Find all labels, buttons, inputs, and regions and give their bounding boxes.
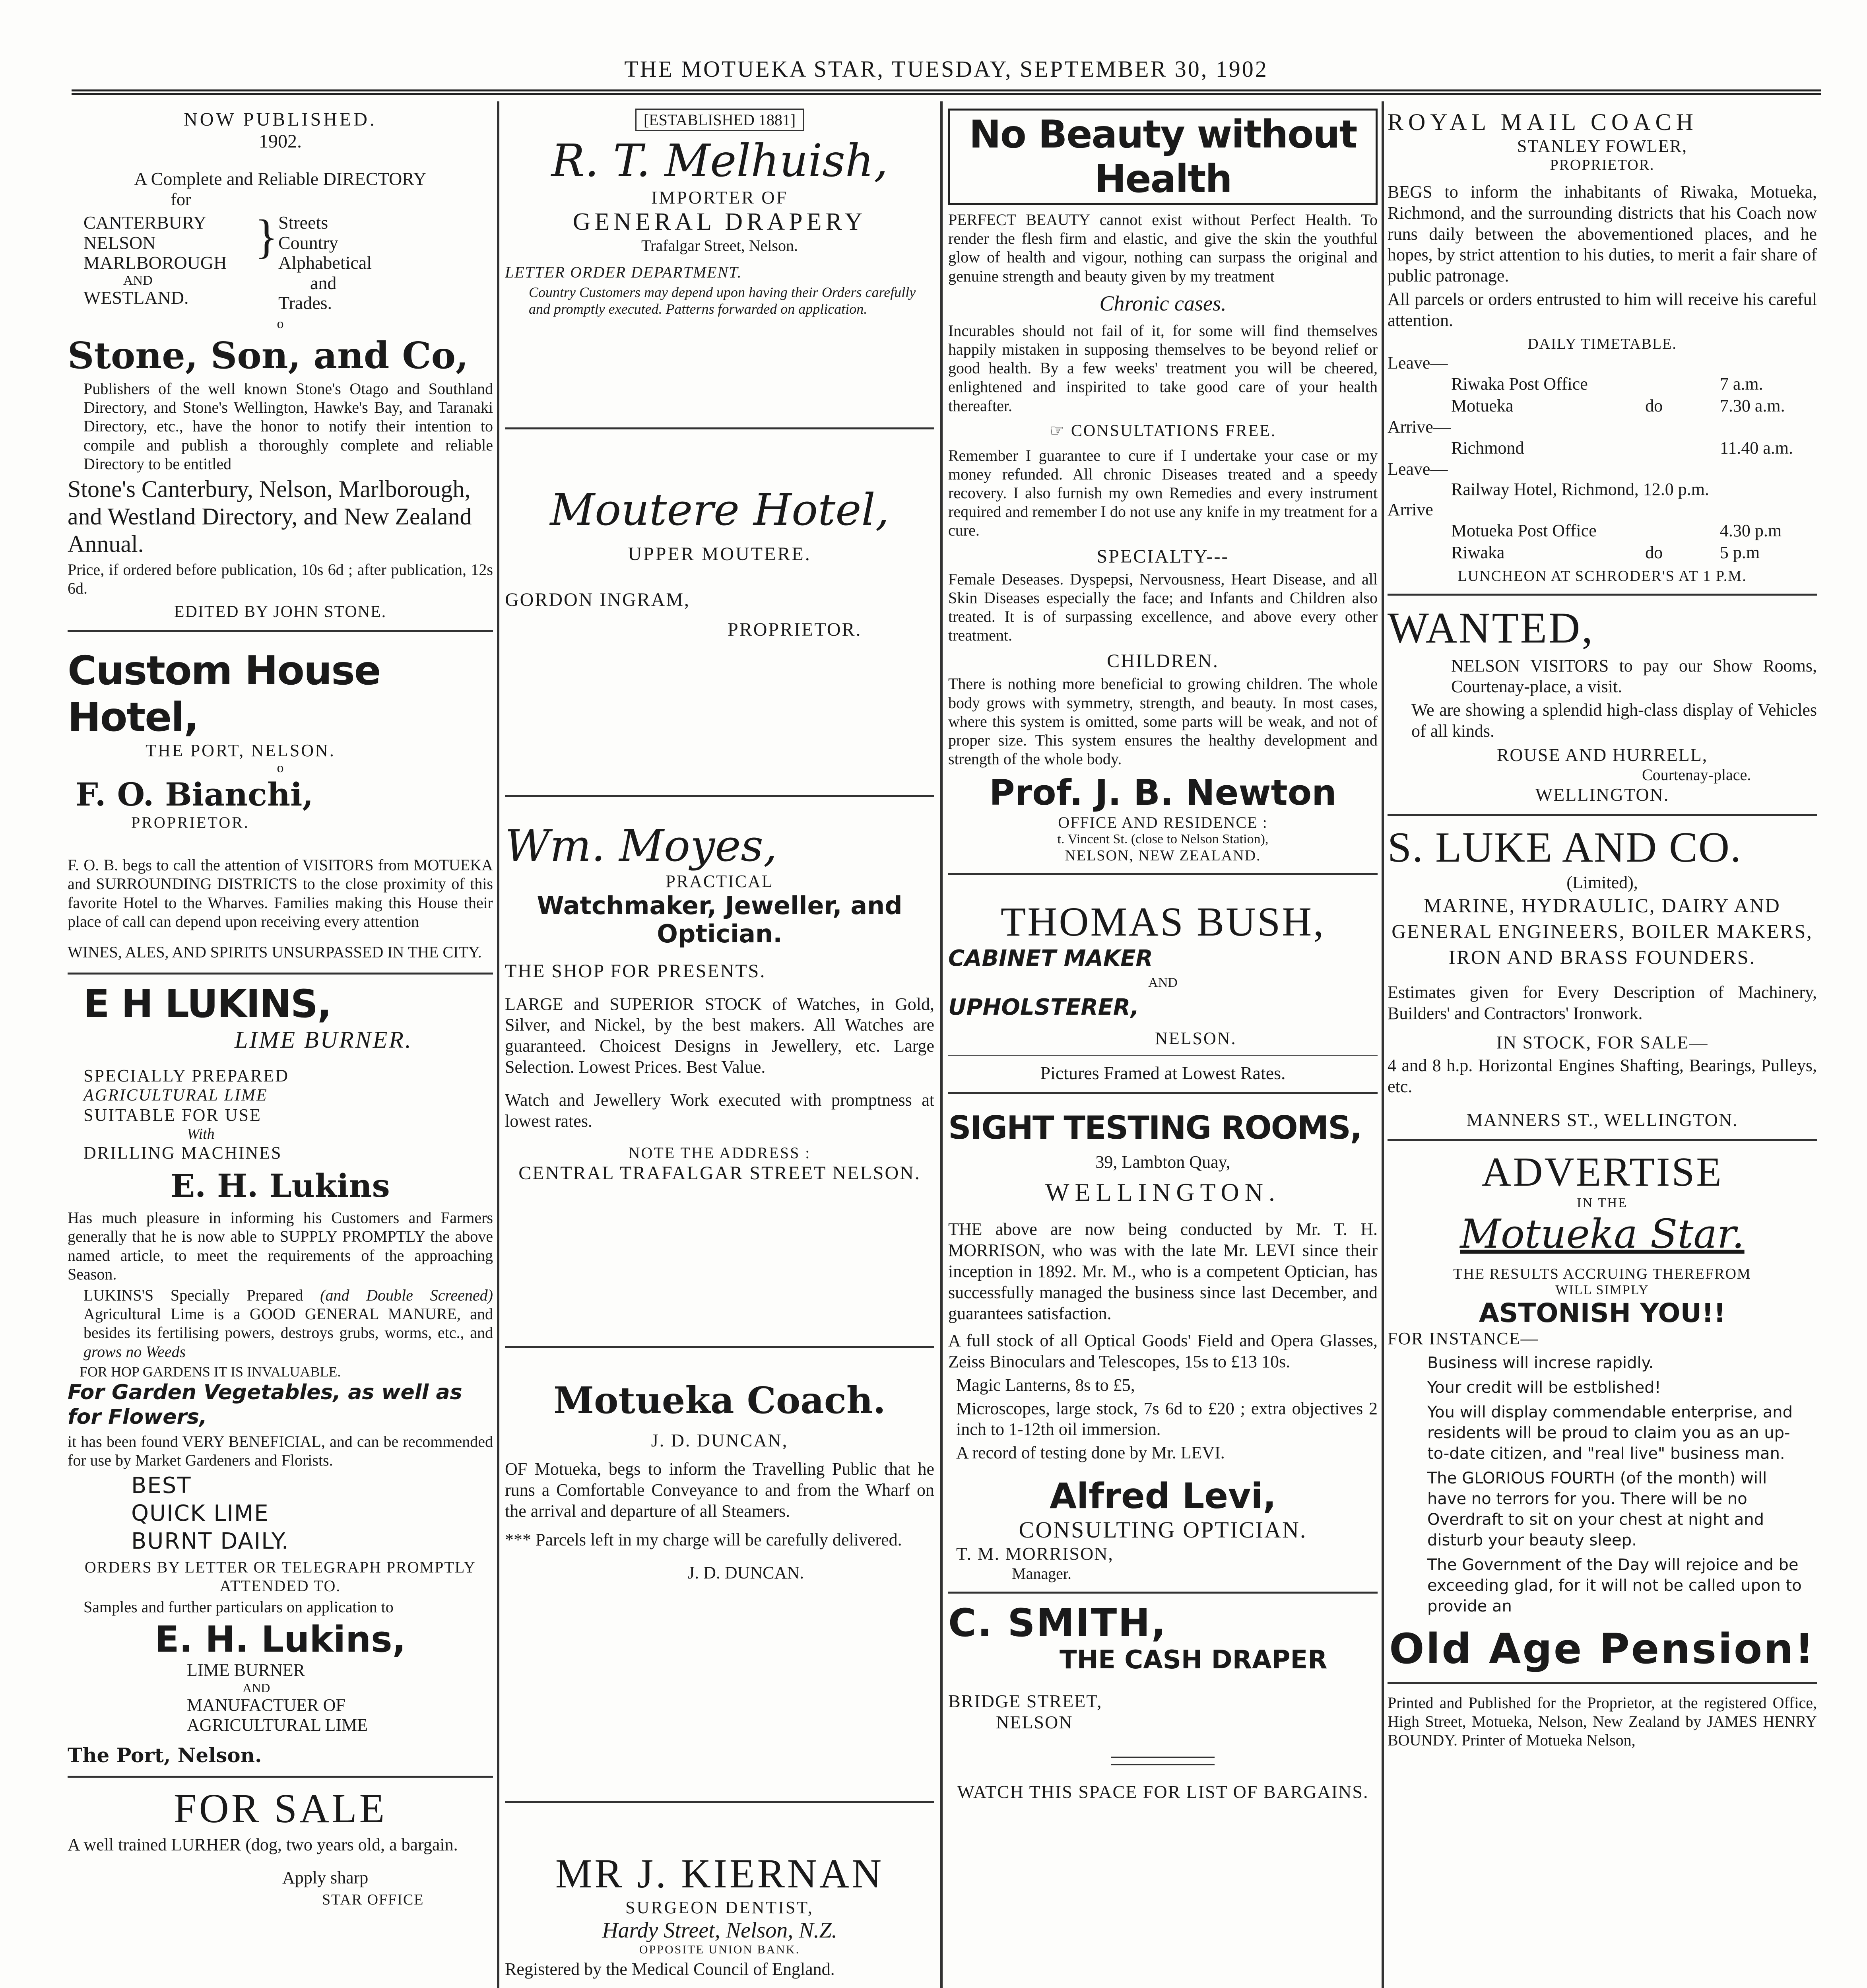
best-quick-lime bbox=[131, 1472, 493, 1555]
arrive: Arrive bbox=[1388, 499, 1433, 519]
timetable-row bbox=[1388, 437, 1817, 459]
lukins-name-2: E. H. Lukins bbox=[171, 1167, 390, 1205]
masthead-rule bbox=[72, 89, 1821, 95]
coach-role: PROPRIETOR. bbox=[1550, 157, 1655, 173]
province: NELSON bbox=[83, 232, 156, 253]
luke-name: S. LUKE AND CO. bbox=[1388, 823, 1742, 871]
moutere-owner: GORDON INGRAM, bbox=[505, 589, 691, 610]
stop: Motueka Post Office bbox=[1451, 520, 1597, 540]
stop: Riwaka Post Office bbox=[1451, 374, 1588, 394]
levi-mgr-2: Manager. bbox=[1012, 1565, 1071, 1583]
motueka-coach-ad bbox=[505, 1348, 934, 1803]
timetable-row bbox=[1388, 373, 1817, 395]
coach-lunch: LUNCHEON AT SCHRODER'S AT 1 P.M. bbox=[1458, 567, 1747, 584]
divider bbox=[1111, 1757, 1215, 1758]
timetable-row bbox=[1388, 542, 1817, 563]
beauty-head: No Beauty without Health bbox=[948, 109, 1378, 205]
directory-editor: EDITED BY JOHN STONE. bbox=[174, 603, 387, 621]
arrive: Arrive— bbox=[1388, 417, 1451, 437]
blank bbox=[1645, 520, 1720, 542]
coach-body: BEGS to inform the inhabitants of Riwaka, Motueka, Richmond, and the surrounding districts that his Coach now runs daily between the abovementioned places, and he hopes, by strict attention to his duties, to merit a fair share of public patronage. bbox=[1388, 182, 1817, 286]
wanted-ad bbox=[1388, 596, 1817, 816]
beauty-body: PERFECT BEAUTY cannot exist without Perfect Health. To render the flesh firm and elastic, and give the skin the youthful glow of health and vigour, nothing can surpass the original and genuine strength and beauty given by my treatment bbox=[948, 211, 1378, 285]
smith-addr: BRIDGE STREET, bbox=[948, 1691, 1102, 1712]
luke-addr: MANNERS ST., WELLINGTON. bbox=[1466, 1109, 1738, 1130]
lukins-line: SUITABLE FOR USE bbox=[83, 1105, 262, 1125]
kiernan-opp: OPPOSITE UNION BANK. bbox=[639, 1943, 800, 1956]
sight-testing-ad bbox=[948, 1094, 1378, 1594]
smith-watch: WATCH THIS SPACE FOR LIST OF BARGAINS. bbox=[957, 1782, 1369, 1802]
beauty-specialty: SPECIALTY--- bbox=[1097, 546, 1229, 567]
hotel-name: Custom House Hotel, bbox=[68, 647, 380, 741]
lukins-body-3: it has been found VERY BENEFICIAL, and can be recommended for use by Market Gardeners and Florists. bbox=[68, 1432, 493, 1469]
directory-kind: Country bbox=[278, 232, 338, 253]
advertise-pension: Old Age Pension! bbox=[1389, 1624, 1815, 1673]
kiernan-addr: Hardy Street, Nelson, N.Z. bbox=[602, 1918, 837, 1943]
lukins-title: AND bbox=[243, 1681, 270, 1695]
moyes-ad bbox=[505, 797, 934, 1348]
smith-name: C. SMITH, bbox=[948, 1601, 1167, 1646]
directory-title: Stone's Canterbury, Nelson, Marlborough, and Westland Directory, and New Zealand Annual. bbox=[68, 476, 472, 557]
c-smith-ad bbox=[948, 1594, 1378, 1811]
lukins-title: MANUFACTUER OF bbox=[187, 1695, 345, 1715]
bush-name: THOMAS BUSH, bbox=[1000, 899, 1326, 945]
lukins-line: DRILLING MACHINES bbox=[83, 1143, 282, 1163]
masthead: THE MOTUEKA STAR, TUESDAY, SEPTEMBER 30, 1902 bbox=[624, 56, 1268, 82]
advertise-for: FOR INSTANCE— bbox=[1388, 1328, 1539, 1348]
melhuish-ad bbox=[505, 101, 934, 429]
for-sale-head: FOR SALE bbox=[173, 1786, 387, 1832]
text: LUKINS'S Specially Prepared bbox=[83, 1286, 303, 1304]
timetable-row bbox=[1388, 520, 1817, 542]
time: 11.40 a.m. bbox=[1720, 438, 1793, 458]
kiernan-ad bbox=[505, 1803, 934, 1988]
lukins-line: With bbox=[187, 1126, 215, 1143]
wanted-addr: Courtenay-place. bbox=[1642, 765, 1751, 784]
coach-head: ROYAL MAIL COACH bbox=[1388, 109, 1698, 135]
for-sale-office: STAR OFFICE bbox=[322, 1891, 424, 1908]
advertise-inthe: IN THE bbox=[1577, 1195, 1628, 1210]
sight-body-2: A full stock of all Optical Goods' Field and Opera Glasses, Zeiss Binoculars and Telescopes, 15s to £13 10s. bbox=[948, 1331, 1378, 1372]
coach-owner: STANLEY FOWLER, bbox=[1517, 136, 1688, 156]
directory-kind: and bbox=[310, 272, 337, 293]
directory-ad bbox=[68, 101, 493, 632]
melhuish-lod: LETTER ORDER DEPARTMENT. bbox=[505, 263, 742, 281]
coach-body: OF Motueka, begs to inform the Travelling Public that he runs a Comfortable Conveyance to and from the Wharf on the arrival and departure of all Steamers. bbox=[505, 1459, 934, 1521]
for-sale-apply: Apply sharp bbox=[282, 1868, 369, 1887]
advertise-paper: Motueka Star. bbox=[1460, 1210, 1745, 1257]
blank bbox=[1645, 373, 1720, 395]
bush-pictures: Pictures Framed at Lowest Rates. bbox=[1040, 1063, 1286, 1083]
column-2 bbox=[505, 101, 934, 1988]
moyes-practical: PRACTICAL bbox=[666, 872, 774, 891]
hotel-place: THE PORT, NELSON. bbox=[146, 741, 336, 761]
lukins-port: The Port, Nelson. bbox=[68, 1743, 262, 1767]
timetable-row: Railway Hotel, Richmond, 12.0 p.m. bbox=[1451, 479, 1709, 499]
text: Agricultural Lime is a GOOD GENERAL MANURE, and besides its fertilising powers, destroys grubs, worms, etc., and bbox=[83, 1305, 493, 1342]
wanted-body-2: We are showing a splendid high-class display of Vehicles of all kinds. bbox=[1411, 700, 1817, 741]
divider bbox=[948, 1055, 1378, 1056]
time: 5 p.m bbox=[1720, 542, 1760, 562]
brace: } bbox=[255, 210, 278, 263]
bush-place: NELSON. bbox=[1155, 1029, 1237, 1048]
lukins-name: E H LUKINS, bbox=[83, 982, 331, 1027]
beauty-children: CHILDREN. bbox=[1107, 650, 1219, 672]
hotel-body: F. O. B. begs to call the attention of VISITORS from MOTUEKA and SURROUNDING DISTRICTS to the close proximity of this favorite Hotel to the Wharves. Families making this House their place of call can depend upon receiving every attention bbox=[68, 856, 493, 930]
sight-body: THE above are now being conducted by Mr. T. H. MORRISON, who was with the late Mr. LEVI since their inception in 1892. Mr. M., who is a competent Optician, has successfully managed the business since last December, and guarantees satisfaction. bbox=[948, 1219, 1378, 1323]
wanted-city: WELLINGTON. bbox=[1535, 784, 1669, 805]
smith-city: NELSON bbox=[996, 1712, 1073, 1733]
levi-mgr: T. M. MORRISON, bbox=[956, 1543, 1114, 1564]
firm-name: Stone, Son, and Co, bbox=[68, 334, 469, 377]
kiernan-role: SURGEON DENTIST, bbox=[625, 1898, 814, 1917]
hand-icon: ☞ bbox=[1049, 421, 1071, 440]
moyes-note: NOTE THE ADDRESS : bbox=[628, 1144, 811, 1162]
instance: Business will increse rapidly. bbox=[1427, 1353, 1654, 1372]
lukins-name-3: E. H. Lukins, bbox=[155, 1619, 406, 1661]
quick-lime: QUICK LIME bbox=[131, 1500, 269, 1526]
ditto: do bbox=[1645, 542, 1663, 562]
established-stamp: [ESTABLISHED 1881] bbox=[635, 109, 804, 131]
coach-parcels: All parcels or orders entrusted to him will receive his careful attention. bbox=[1388, 289, 1817, 330]
directory-intro: A Complete and Reliable DIRECTORY bbox=[134, 169, 427, 189]
melhuish-body: Country Customers may depend upon having their Orders carefully and promptly executed. Patterns forwarded on application. bbox=[529, 284, 916, 317]
melhuish-addr: Trafalgar Street, Nelson. bbox=[641, 237, 798, 254]
leave: Leave— bbox=[1388, 459, 1448, 479]
directory-body: Publishers of the well known Stone's Otago and Southland Directory, and Stone's Wellington, Hawke's Bay, and Taranaki Directory, etc., have the honor to notify their intention to compile and publish a thoroughly complete and reliable Directory to be entitled bbox=[83, 379, 493, 473]
sight-head: SIGHT TESTING ROOMS, bbox=[948, 1109, 1362, 1147]
advertise-ad bbox=[1388, 1141, 1817, 1684]
time: 7 a.m. bbox=[1720, 374, 1763, 394]
time: 4.30 p.m bbox=[1720, 520, 1782, 540]
column-4 bbox=[1388, 101, 1817, 1988]
moyes-work: Watch and Jewellery Work executed with promptness at lowest rates. bbox=[505, 1090, 934, 1131]
bush-trade-2: UPHOLSTERER, bbox=[948, 994, 1139, 1021]
imprint bbox=[1388, 1684, 1817, 1761]
moyes-trade: Watchmaker, Jeweller, and Optician. bbox=[537, 891, 902, 949]
sight-city: WELLINGTON. bbox=[1045, 1178, 1281, 1207]
hotel-role: PROPRIETOR. bbox=[131, 813, 250, 832]
coach-sign: J. D. DUNCAN. bbox=[688, 1563, 804, 1583]
melhuish-imp: IMPORTER OF bbox=[651, 187, 788, 208]
sight-addr: 39, Lambton Quay, bbox=[1095, 1152, 1230, 1172]
advertise-will: WILL SIMPLY bbox=[1555, 1282, 1649, 1297]
divider bbox=[1111, 1764, 1215, 1765]
melhuish-gd: GENERAL DRAPERY bbox=[573, 208, 867, 235]
province: WESTLAND. bbox=[83, 287, 189, 308]
royal-mail-coach-ad bbox=[1388, 101, 1817, 596]
burnt-daily: BURNT DAILY. bbox=[131, 1528, 289, 1554]
leave: Leave— bbox=[1388, 353, 1448, 373]
wanted-body: NELSON VISITORS to pay our Show Rooms, Courtenay-place, a visit. bbox=[1451, 656, 1817, 697]
custom-house-hotel-ad bbox=[68, 632, 493, 975]
luke-ltd: (Limited), bbox=[1566, 872, 1638, 892]
moutere-place: UPPER MOUTERE. bbox=[628, 544, 811, 565]
column-rule bbox=[497, 101, 499, 1988]
moutere-hotel-ad bbox=[505, 429, 934, 797]
moutere-name: Moutere Hotel, bbox=[550, 484, 889, 535]
timetable-row bbox=[1388, 395, 1817, 417]
province: CANTERBURY bbox=[83, 212, 207, 233]
levi-name: Alfred Levi, bbox=[1050, 1475, 1276, 1517]
lukins-title: LIME BURNER bbox=[187, 1660, 305, 1680]
bush-trade: CABINET MAKER bbox=[948, 945, 1153, 972]
directory-kind: Alphabetical bbox=[278, 252, 372, 273]
thomas-bush-ad bbox=[948, 875, 1378, 1094]
column-3 bbox=[948, 101, 1378, 1988]
lukins-trade: LIME BURNER. bbox=[235, 1027, 413, 1053]
melhuish-name: R. T. Melhuish, bbox=[551, 135, 888, 187]
imprint-text: Printed and Published for the Proprietor, at the registered Office, High Street, Motueka, Nelson, New Zealand by JAMES HENRY BOUNDY. Printer of Motueka Nelson, bbox=[1388, 1693, 1817, 1749]
blank bbox=[1645, 437, 1720, 459]
instance: The Government of the Day will rejoice and be exceeding glad, for it will not be called upon to provide an bbox=[1427, 1555, 1802, 1615]
moutere-role: PROPRIETOR. bbox=[728, 619, 862, 640]
prof-city: NELSON, NEW ZEALAND. bbox=[1065, 847, 1261, 864]
ditto: do bbox=[1645, 396, 1663, 415]
best: BEST bbox=[131, 1472, 192, 1499]
advertise-head: ADVERTISE bbox=[1481, 1149, 1723, 1195]
moyes-name: Wm. Moyes, bbox=[505, 820, 777, 871]
beauty-body-4: Female Deseases. Dyspepsi, Nervousness, Heart Disease, and all Skin Diseases especially the face; and Infants and Children also treated. It is of surpassing excellence, and above every other treatment. bbox=[948, 570, 1378, 645]
wanted-head: WANTED, bbox=[1388, 603, 1594, 652]
levi-role: CONSULTING OPTICIAN. bbox=[1019, 1517, 1307, 1543]
coach-table: DAILY TIMETABLE. bbox=[1527, 335, 1677, 352]
province: MARLBOROUGH bbox=[83, 252, 227, 273]
advertise-instances bbox=[1388, 1353, 1817, 1617]
lukins-title: AGRICULTURAL LIME bbox=[187, 1715, 368, 1735]
directory-year: 1902. bbox=[259, 131, 302, 152]
bush-and: AND bbox=[1148, 975, 1178, 990]
separator: o bbox=[277, 761, 284, 776]
instance: Your credit will be estblished! bbox=[1427, 1378, 1661, 1397]
instance: You will display commendable enterprise, and residents will be proud to claim you as an up-to-date citizen, and "real live" business man. bbox=[1427, 1403, 1793, 1463]
coach-parcels: *** Parcels left in my charge will be carefully delivered. bbox=[505, 1530, 902, 1550]
moyes-body: LARGE and SUPERIOR STOCK of Watches, in Gold, Silver, and Nickel, by the best makers. All Watches are guaranteed. Choicest Designs in Jewellery, etc. Large Selection. Lowest Prices. Best Value. bbox=[505, 994, 934, 1077]
sight-magic: Magic Lanterns, 8s to £5, bbox=[956, 1375, 1135, 1395]
s-luke-ad bbox=[1388, 816, 1817, 1141]
directory-price: Price, if ordered before publication, 10s 6d ; after publication, 12s 6d. bbox=[68, 560, 493, 598]
directory-for: for bbox=[171, 190, 191, 209]
beauty-chronic: Chronic cases. bbox=[1099, 291, 1227, 315]
hotel-owner: F. O. Bianchi, bbox=[76, 776, 314, 813]
stop: Richmond bbox=[1451, 438, 1524, 458]
instance: The GLORIOUS FOURTH (of the month) will have no terrors for you. There will be no Overdraft to sit on your chest at night and disturb your beauty sleep. bbox=[1427, 1469, 1767, 1549]
kiernan-reg: Registered by the Medical Council of England. bbox=[505, 1959, 835, 1979]
wanted-firm: ROUSE AND HURRELL, bbox=[1496, 744, 1708, 765]
newton-ad bbox=[948, 101, 1378, 875]
advertise-results: THE RESULTS ACCRUING THEREFROM bbox=[1453, 1265, 1751, 1282]
text: grows no Weeds bbox=[83, 1342, 186, 1361]
sight-micro: Microscopes, large stock, 7s 6d to £20 ; extra objectives 2 inch to 1-12th oil immersion. bbox=[956, 1398, 1378, 1439]
prof-addr: t. Vincent St. (close to Nelson Station), bbox=[1057, 832, 1269, 847]
lukins-body: Has much pleasure in informing his Customers and Farmers generally that he is now able to SUPPLY PROMPTLY the above named article, to meet the requirements of the approaching Season. bbox=[68, 1209, 493, 1283]
hotel-wines: WINES, ALES, AND SPIRITS UNSURPASSED IN THE CITY. bbox=[68, 943, 482, 961]
lukins-line: AGRICULTURAL LIME bbox=[83, 1086, 268, 1105]
text: (and Double Screened) bbox=[320, 1286, 493, 1304]
kiernan-name: MR J. KIERNAN bbox=[555, 1851, 884, 1897]
luke-body: MARINE, HYDRAULIC, DAIRY AND GENERAL ENGINEERS, BOILER MAKERS, IRON AND BRASS FOUNDERS. bbox=[1392, 894, 1813, 968]
directory-kind: Streets bbox=[278, 212, 328, 233]
lukins-ad bbox=[68, 975, 493, 1778]
moyes-addr: CENTRAL TRAFALGAR STREET NELSON. bbox=[518, 1163, 921, 1184]
prof-name: Prof. J. B. Newton bbox=[989, 772, 1337, 813]
column-1 bbox=[68, 101, 493, 1988]
luke-stock-2: 4 and 8 h.p. Horizontal Engines Shafting, Bearings, Pulleys, etc. bbox=[1388, 1056, 1817, 1097]
time: 7.30 a.m. bbox=[1720, 396, 1785, 415]
stop: Riwaka bbox=[1451, 542, 1505, 562]
lukins-line: SPECIALLY PREPARED bbox=[83, 1066, 289, 1086]
beauty-consult bbox=[948, 421, 1378, 441]
lukins-body-2 bbox=[68, 1286, 493, 1361]
separator: o bbox=[277, 316, 284, 331]
prof-office: OFFICE AND RESIDENCE : bbox=[1058, 813, 1268, 832]
lukins-orders: ORDERS BY LETTER OR TELEGRAPH PROMPTLY ATTENDED TO. bbox=[84, 1558, 476, 1595]
directory-provinces bbox=[83, 210, 493, 313]
column-rule bbox=[940, 101, 943, 1988]
for-sale-ad bbox=[68, 1778, 493, 1917]
luke-stock: IN STOCK, FOR SALE— bbox=[1496, 1032, 1708, 1053]
luke-est: Estimates given for Every Description of Machinery, Builders' and Contractors' Ironwork. bbox=[1388, 982, 1817, 1023]
smith-sub: THE CASH DRAPER bbox=[1060, 1645, 1327, 1675]
consult-text: CONSULTATIONS FREE. bbox=[1071, 421, 1277, 440]
for-sale-body: A well trained LURHER (dog, two years old, a bargain. bbox=[68, 1835, 458, 1855]
lukins-hop: FOR HOP GARDENS IT IS INVALUABLE. bbox=[80, 1363, 341, 1380]
coach-owner: J. D. DUNCAN, bbox=[651, 1430, 788, 1450]
beauty-body-5: There is nothing more beneficial to growing children. The whole body grows with symmetry, strength, and beauty. In most cases, where this system is omitted, some parts will be weak, and not of proper size. This system ensures the healthy development and strength of the whole body. bbox=[948, 675, 1378, 768]
column-rule bbox=[1382, 101, 1384, 1988]
lukins-titles bbox=[187, 1660, 493, 1736]
sight-record: A record of testing done by Mr. LEVI. bbox=[956, 1443, 1225, 1463]
moyes-shop: THE SHOP FOR PRESENTS. bbox=[505, 960, 766, 982]
province-and: AND bbox=[123, 273, 153, 288]
lukins-samples: Samples and further particulars on application to bbox=[83, 1598, 394, 1616]
lukins-veg: For Garden Vegetables, as well as for Flowers, bbox=[68, 1380, 462, 1429]
beauty-body-2: Incurables should not fail of it, for some will find themselves happily mistaken in supposing themselves to be beyond relief or good health. By a few weeks' treatment you will be cheered, enlightened and inspirited to take good care of your health thereafter. bbox=[948, 321, 1378, 415]
beauty-body-3: Remember I guarantee to cure if I undertake your case or my money refunded. All chronic Diseases treated and a speedy recovery. I also furnish my own Remedies and every instrument required and remember I do not use any knife in my treatment for a cure. bbox=[948, 446, 1378, 540]
directory-kind: Trades. bbox=[278, 293, 332, 313]
stop: Motueka bbox=[1451, 396, 1514, 415]
advertise-astonish: ASTONISH YOU!! bbox=[1479, 1297, 1726, 1328]
coach-name: Motueka Coach. bbox=[553, 1379, 886, 1422]
now-published: NOW PUBLISHED. bbox=[184, 109, 377, 130]
